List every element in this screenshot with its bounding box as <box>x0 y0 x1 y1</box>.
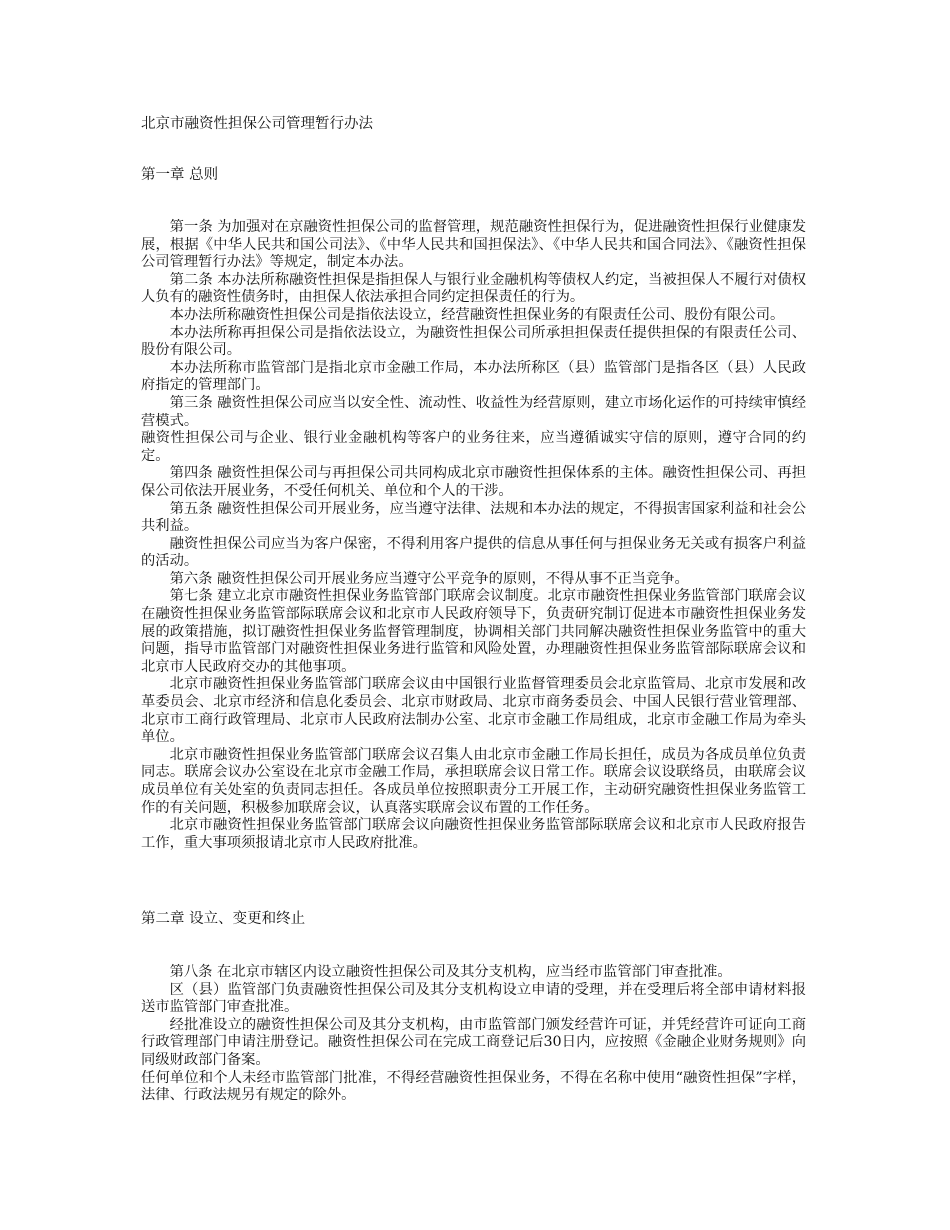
article-8: 第八条 在北京市辖区内设立融资性担保公司及其分支机构，应当经市监管部门审查批准。 <box>169 964 732 980</box>
article-7-members: 北京市融资性担保业务监管部门联席会议由中国银行业监督管理委员会北京监管局、北京市发展和改革委员会、北京市经济和信息化委员会、北京市财政局、北京市商务委员会、中国人民银行营业管理部、北京市工商行政管理局、北京市人民政府法制办公室、北京市金融工作局组成，北京市金融工作局为牵头单位。 <box>141 676 806 746</box>
article-1: 第一条 为加强对在京融资性担保公司的监督管理，规范融资性担保行为，促进融资性担保行业健康发展，根据《中华人民共和国公司法》、《中华人民共和国担保法》、《中华人民共和国合同法》、《融资性担保公司管理暂行办法》等规定，制定本办法。 <box>141 219 806 271</box>
article-7: 第七条 建立北京市融资性担保业务监管部门联席会议制度。北京市融资性担保业务监管部门联席会议在融资性担保业务监管部际联席会议和北京市人民政府领导下，负责研究制订促进本市融资性担保业务发展的政策措施，拟订融资性担保业务监督管理制度，协调相关部门共同解决融资性担保业务监管中的重大问题，指导市监管部门对融资性担保业务进行监管和风险处置，办理融资性担保业务监管部际联席会议和北京市人民政府交办的其他事项。 <box>141 588 806 675</box>
article-6: 第六条 融资性担保公司开展业务应当遵守公平竞争的原则，不得从事不正当竞争。 <box>169 570 689 587</box>
chapter-2-body <box>141 964 806 1105</box>
article-5: 第五条 融资性担保公司开展业务，应当遵守法律、法规和本办法的规定，不得损害国家利益和社会公共利益。 <box>141 500 806 535</box>
article-5-confidentiality: 融资性担保公司应当为客户保密，不得利用客户提供的信息从事任何与担保业务无关或有损客户利益的活动。 <box>141 535 806 570</box>
article-2-reguarantee-company: 本办法所称再担保公司是指依法设立，为融资性担保公司所承担担保责任提供担保的有限责任公司、股份有限公司。 <box>141 324 806 359</box>
article-4: 第四条 融资性担保公司与再担保公司共同构成北京市融资性担保体系的主体。融资性担保公司、再担保公司依法开展业务，不受任何机关、单位和个人的干涉。 <box>141 465 806 499</box>
article-8-license: 经批准设立的融资性担保公司及其分支机构，由市监管部门颁发经营许可证，并凭经营许可证向工商行政管理部门申请注册登记。融资性担保公司在完成工商登记后30日内，应按照《金融企业财务规则》向同级财政部门备案。 <box>141 1016 806 1068</box>
article-2-guarantee-company: 本办法所称融资性担保公司是指依法设立，经营融资性担保业务的有限责任公司、股份有限公司。 <box>169 306 785 323</box>
article-2-regulators: 本办法所称市监管部门是指北京市金融工作局，本办法所称区（县）监管部门是指各区（县）人民政府指定的管理部门。 <box>141 359 806 394</box>
article-8-district-acceptance: 区（县）监管部门负责融资性担保公司及其分支机构设立申请的受理，并在受理后将全部申请材料报送市监管部门审查批准。 <box>141 981 806 1016</box>
article-7-reporting: 北京市融资性担保业务监管部门联席会议向融资性担保业务监管部际联席会议和北京市人民政府报告工作，重大事项须报请北京市人民政府批准。 <box>141 817 806 851</box>
document-title: 北京市融资性担保公司管理暂行办法 <box>141 116 373 132</box>
article-3-customer-dealings: 融资性担保公司与企业、银行业金融机构等客户的业务往来，应当遵循诚实守信的原则，遵守合同的约定。 <box>141 430 806 464</box>
chapter-1-heading: 第一章 总则 <box>141 167 219 183</box>
article-8-prohibition: 任何单位和个人未经市监管部门批准，不得经营融资性担保业务，不得在名称中使用“融资性担保”字样，法律、行政法规另有规定的除外。 <box>141 1069 806 1104</box>
chapter-2-heading: 第二章 设立、变更和终止 <box>141 911 306 927</box>
article-2: 第二条 本办法所称融资性担保是指担保人与银行业金融机构等债权人约定，当被担保人不履行对债权人负有的融资性债务时，由担保人依法承担合同约定担保责任的行为。 <box>141 271 806 306</box>
chapter-1-body <box>141 219 806 852</box>
article-3: 第三条 融资性担保公司应当以安全性、流动性、收益性为经营原则，建立市场化运作的可持续审慎经营模式。 <box>141 394 806 429</box>
article-7-convener: 北京市融资性担保业务监管部门联席会议召集人由北京市金融工作局长担任，成员为各成员单位负责同志。联席会议办公室设在北京市金融工作局，承担联席会议日常工作。联席会议设联络员，由联席会议成员单位有关处室的负责同志担任。各成员单位按照职责分工开展工作，主动研究融资性担保业务监管工作的有关问题，积极参加联席会议，认真落实联席会议布置的工作任务。 <box>141 746 806 816</box>
